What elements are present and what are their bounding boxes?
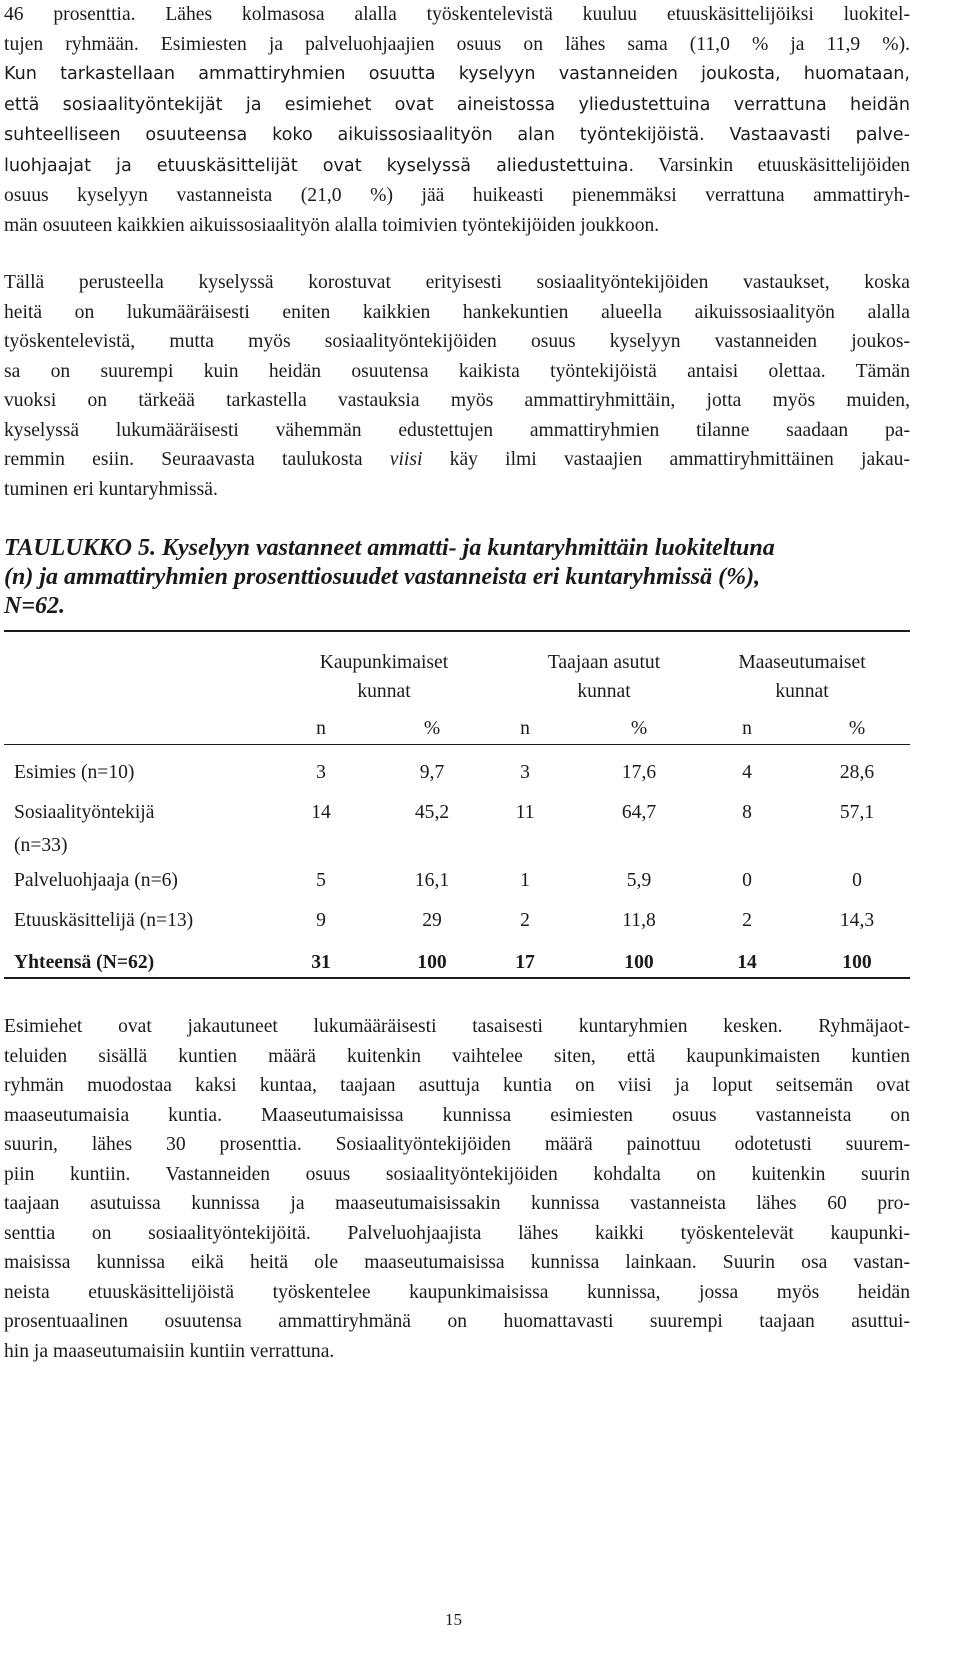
row-label-line: Esimies (n=10)	[14, 762, 135, 783]
paragraph-line: vuoksi on tärkeää tarkastella vastauksia myös ammattiryhmittäin, jotta myös muiden,	[4, 390, 910, 411]
line-segment: osuus kyselyyn vastanneista (21,0 %) jää huikeasti pienemmäksi verrattuna ammattiryh-	[4, 185, 910, 206]
table-cell: 1	[520, 870, 530, 891]
table-cell: 2	[742, 910, 752, 931]
table-cell: 45,2	[414, 802, 450, 823]
table-caption	[4, 534, 910, 621]
table-cell: 17	[515, 952, 535, 973]
column-group-header	[279, 648, 489, 706]
table-cell: 0	[852, 870, 862, 891]
table-header-rule	[4, 744, 910, 745]
paragraph-line: työskentelevistä, mutta myös sosiaalityöntekijöiden osuus kyselyyn vastanneiden joukos-	[4, 331, 910, 352]
column-subheader: n	[520, 718, 530, 739]
table-top-rule	[4, 630, 910, 632]
paragraph-line: sa on suurempi kuin heidän osuutensa kaikista työntekijöistä antaisi olettaa. Tämän	[4, 360, 910, 382]
italic-word: viisi	[389, 449, 423, 470]
table-cell: 17,6	[621, 762, 657, 783]
line-segment: tujen ryhmään. Esimiesten ja palveluohjaajien osuus on lähes sama (11,0 % ja 11,9 %).	[4, 33, 910, 55]
paragraph-line	[4, 90, 910, 121]
line-segment: Varsinkin etuuskäsittelijöiden	[634, 154, 910, 176]
column-subheader: n	[316, 718, 326, 739]
table-cell: 64,7	[621, 802, 657, 823]
table-cell: 2	[520, 910, 530, 931]
row-label	[14, 906, 193, 935]
column-group-header	[499, 648, 709, 706]
paragraph-line: maisissa kunnissa eikä heitä ole maaseutumaisissa kunnissa lainkaan. Suurin osa vastan-	[4, 1252, 910, 1273]
table-cell: 0	[742, 870, 752, 891]
table-cell: 4	[742, 762, 752, 783]
table-cell: 11,8	[622, 910, 656, 931]
row-label-line: Palveluohjaaja (n=6)	[14, 870, 178, 891]
group-header-line: kunnat	[775, 681, 829, 702]
table-cell: 14	[311, 802, 331, 823]
row-label: Yhteensä (N=62)	[14, 952, 155, 973]
table-cell: 3	[316, 762, 326, 783]
paragraph-analysis	[4, 1012, 910, 1366]
paragraph-intro	[4, 0, 910, 240]
table-cell: 100	[417, 952, 447, 973]
table-cell: 29	[422, 910, 442, 931]
table-cell: 16,1	[414, 870, 450, 891]
paragraph-line	[4, 445, 910, 475]
table-cell: 100	[842, 952, 872, 973]
column-group-header	[697, 648, 907, 706]
table-cell: 9	[316, 910, 326, 931]
group-header-line: Taajaan asutut	[547, 652, 661, 673]
group-header-line: kunnat	[357, 681, 411, 702]
paragraph-line: senttia on sosiaalityöntekijöitä. Palveluohjaajista lähes kaikki työskentelevät kaupunki-	[4, 1222, 910, 1244]
paragraph-line: tuminen eri kuntaryhmissä.	[4, 478, 218, 500]
page-number: 15	[445, 1610, 462, 1629]
row-label	[14, 866, 178, 895]
paragraph-line: hin ja maaseutumaisiin kuntiin verrattuna.	[4, 1340, 335, 1362]
column-subheader: n	[742, 718, 752, 739]
paragraph-line: maaseutumaisia kuntia. Maaseutumaisissa kunnissa esimiesten osuus vastanneista on	[4, 1104, 910, 1126]
column-subheader: %	[630, 718, 648, 739]
row-label-line: Etuuskäsittelijä (n=13)	[14, 910, 194, 931]
table-cell: 8	[742, 802, 752, 823]
paragraph-line: neista etuuskäsittelijöistä työskentelee kaupunkimaisissa kunnissa, jossa myös heidän	[4, 1281, 910, 1303]
group-header-line: Maaseutumaiset	[738, 652, 866, 673]
line-segment: Kun tarkastellaan ammattiryhmien osuutta kyselyyn vastanneiden joukosta, huomataan,	[4, 64, 910, 84]
row-label	[14, 798, 154, 860]
column-subheader: %	[423, 718, 441, 739]
paragraph-line	[4, 151, 910, 182]
line-segment: män osuuteen kaikkien aikuissosiaalityön alalla toimivien työntekijöiden joukkoon.	[4, 214, 660, 236]
paragraph-line	[4, 0, 910, 30]
line-segment: luohjaajat ja etuuskäsittelijät ovat kyselyssä aliedustettuina.	[4, 155, 635, 176]
row-label-line: (n=33)	[14, 835, 68, 856]
paragraph-line: ryhmän muodostaa kaksi kuntaa, taajaan asuttuja kuntia on viisi ja loput seitsemän ovat	[4, 1075, 910, 1096]
column-subheader: %	[848, 718, 866, 739]
table-total-rule	[4, 977, 910, 979]
paragraph-emphasis	[4, 268, 910, 504]
paragraph-line: heitä on lukumääräisesti eniten kaikkien hankekuntien alueella aikuissosiaalityön alalla	[4, 301, 910, 323]
table-cell: 3	[520, 762, 530, 783]
caption-line: N=62.	[4, 593, 66, 619]
paragraph-line: piin kuntiin. Vastanneiden osuus sosiaalityöntekijöiden kohdalta on kuitenkin suurin	[4, 1163, 910, 1185]
table-cell: 5,9	[626, 870, 652, 891]
group-header-line: Kaupunkimaiset	[319, 652, 449, 673]
paragraph-line: kyselyssä lukumääräisesti vähemmän edustettujen ammattiryhmien tilanne saadaan pa-	[4, 419, 910, 441]
table-cell: 14	[737, 952, 757, 973]
paragraph-line: prosentuaalinen osuutensa ammattiryhmänä on huomattavasti suurempi taajaan asuttui-	[4, 1311, 910, 1332]
paragraph-line: teluiden sisällä kuntien määrä kuitenkin vaihtelee siten, että kaupunkimaisten kuntien	[4, 1045, 910, 1067]
caption-line: (n) ja ammattiryhmien prosenttiosuudet vastanneista eri kuntaryhmissä (%),	[4, 564, 761, 590]
table-cell: 9,7	[419, 762, 445, 783]
table-cell: 14,3	[839, 910, 875, 931]
paragraph-line: suurin, lähes 30 prosenttia. Sosiaalityöntekijöiden määrä painottuu odotetusti suurem-	[4, 1134, 910, 1155]
paragraph-line	[4, 59, 910, 90]
table-cell: 57,1	[839, 802, 875, 823]
paragraph-line	[4, 211, 910, 241]
paragraph-line: taajaan asutuissa kunnissa ja maaseutumaisissakin kunnissa vastanneista lähes 60 pro-	[4, 1193, 910, 1214]
table-cell: 28,6	[839, 762, 875, 783]
paragraph-line: Tällä perusteella kyselyssä korostuvat erityisesti sosiaalityöntekijöiden vastaukset, koska	[4, 272, 910, 293]
line-end: käy ilmi vastaajien ammattiryhmittäinen jakau-	[422, 449, 910, 470]
line-start: remmin esiin. Seuraavasta taulukosta	[4, 449, 390, 470]
line-segment: 46 prosenttia. Lähes kolmasosa alalla työskentelevistä kuuluu etuuskäsittelijöiksi luokitel-	[4, 4, 910, 25]
row-label	[14, 758, 134, 787]
paragraph-line: Esimiehet ovat jakautuneet lukumääräisesti tasaisesti kuntaryhmien kesken. Ryhmäjaot-	[4, 1016, 910, 1037]
line-segment: että sosiaalityöntekijät ja esimiehet ovat aineistossa yliedustettuina verrattuna heidän	[4, 94, 910, 115]
table-cell: 11	[515, 802, 535, 823]
caption-line: TAULUKKO 5. Kyselyyn vastanneet ammatti- ja kuntaryhmittäin luokiteltuna	[4, 535, 775, 561]
paragraph-line	[4, 181, 910, 211]
paragraph-line	[4, 30, 910, 60]
table-cell: 31	[311, 952, 331, 973]
group-header-line: kunnat	[577, 681, 631, 702]
line-segment: suhteelliseen osuuteensa koko aikuissosiaalityön alan työntekijöistä. Vastaavasti palve-	[4, 125, 910, 145]
table-cell: 100	[624, 952, 654, 973]
table-cell: 5	[316, 870, 326, 891]
paragraph-line	[4, 120, 910, 151]
row-label-line: Sosiaalityöntekijä	[14, 802, 155, 823]
